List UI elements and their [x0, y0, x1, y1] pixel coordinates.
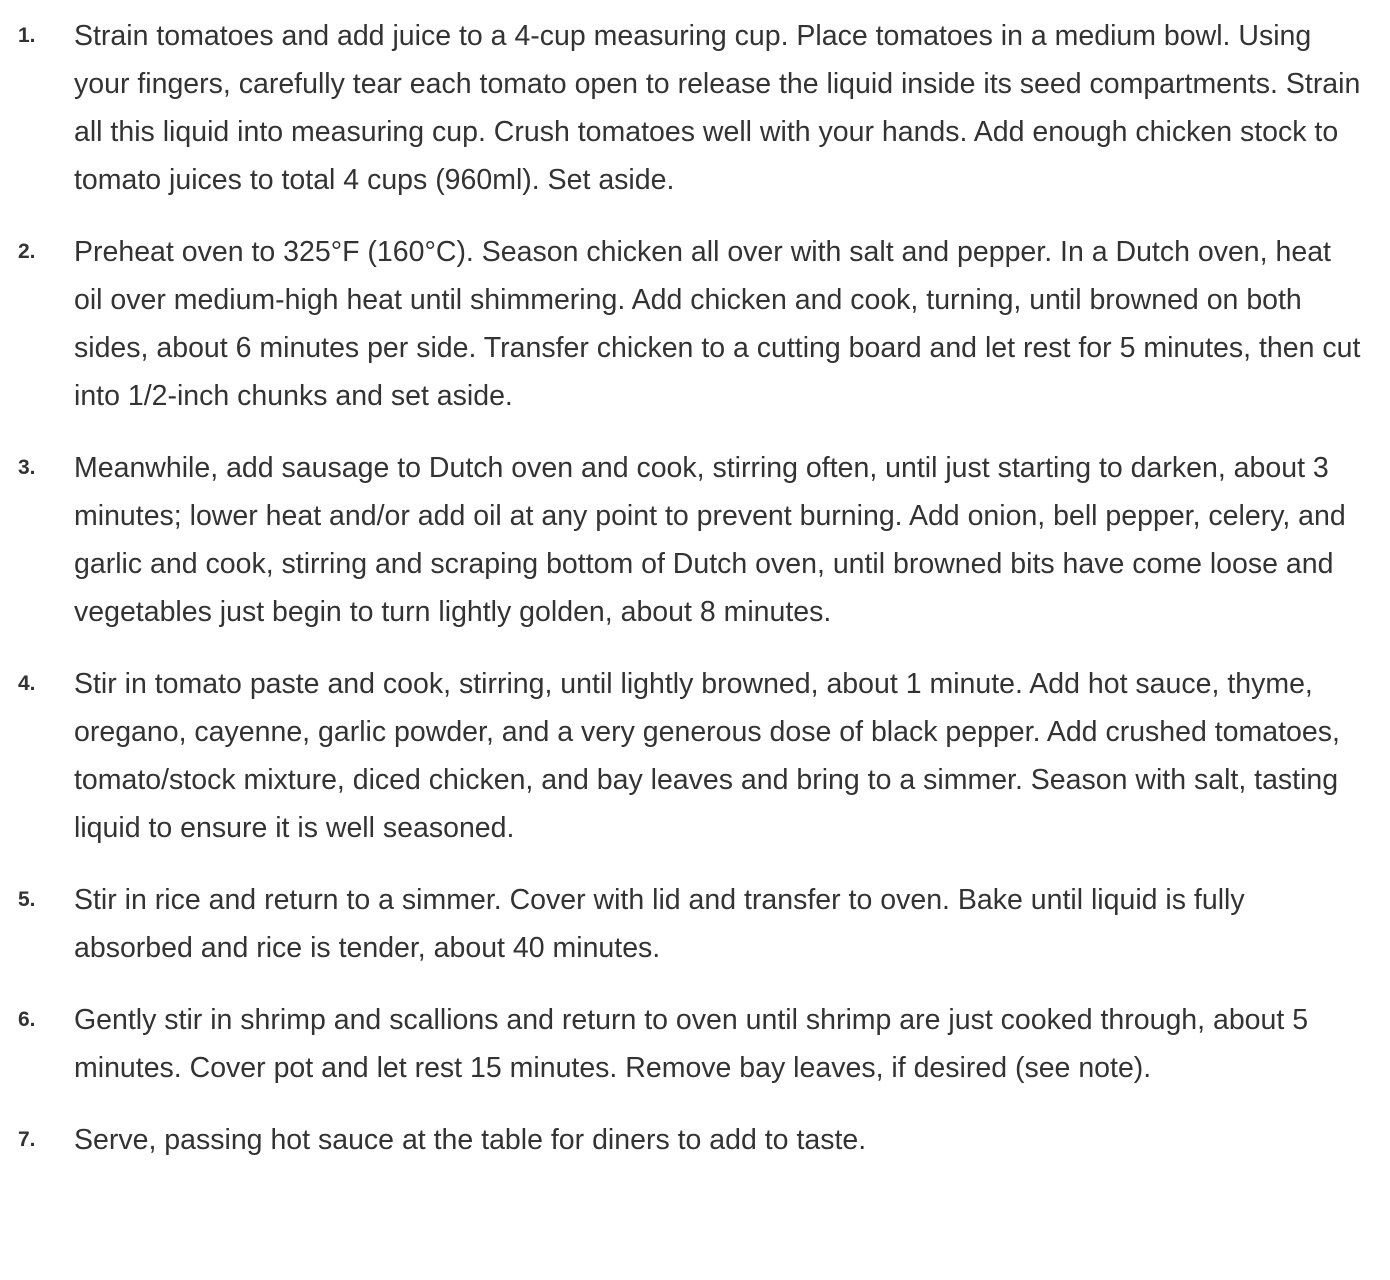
step-item [0, 876, 1390, 972]
step-number: 7. [18, 1128, 36, 1151]
step-text: Stir in rice and return to a simmer. Cover with lid and transfer to oven. Bake until liquid is fully absorbed and rice is tender, about 40 minutes. [74, 884, 1245, 964]
step-item [0, 996, 1390, 1092]
step-text: Preheat oven to 325°F (160°C). Season chicken all over with salt and pepper. In a Dutch oven, heat oil over medium-high heat until shimmering. Add chicken and cook, turning, until browned on both sides, about 6 minutes per side. Transfer chicken to a cutting board and let rest for 5 minutes, then cut into 1/2-inch chunks and set aside. [74, 236, 1361, 412]
step-item [0, 444, 1390, 636]
step-number: 3. [18, 456, 36, 479]
step-item [0, 12, 1390, 204]
step-number: 6. [18, 1008, 36, 1031]
step-number: 4. [18, 672, 36, 695]
step-item [0, 1116, 1390, 1164]
step-text: Stir in tomato paste and cook, stirring, until lightly browned, about 1 minute. Add hot sauce, thyme, oregano, cayenne, garlic powder, and a very generous dose of black pepper. Add crushed tomatoes, tomato/stock mixture, diced chicken, and bay leaves and bring to a simmer. Season with salt, tasting liquid to ensure it is well seasoned. [74, 668, 1340, 844]
step-number: 5. [18, 888, 36, 911]
step-text: Serve, passing hot sauce at the table for diners to add to taste. [74, 1124, 867, 1156]
step-number: 2. [18, 240, 36, 263]
step-item [0, 228, 1390, 420]
step-text: Meanwhile, add sausage to Dutch oven and cook, stirring often, until just starting to darken, about 3 minutes; lower heat and/or add oil at any point to prevent burning. Add onion, bell pepper, celery, and garlic and cook, stirring and scraping bottom of Dutch oven, until browned bits have come loose and vegetables just begin to turn lightly golden, about 8 minutes. [74, 452, 1346, 628]
step-number: 1. [18, 24, 36, 47]
step-text: Strain tomatoes and add juice to a 4-cup measuring cup. Place tomatoes in a medium bowl. Using your fingers, carefully tear each tomato open to release the liquid inside its seed compartments. Strain all this liquid into measuring cup. Crush tomatoes well with your hands. Add enough chicken stock to tomato juices to total 4 cups (960ml). Set aside. [74, 20, 1361, 196]
step-text: Gently stir in shrimp and scallions and return to oven until shrimp are just cooked through, about 5 minutes. Cover pot and let rest 15 minutes. Remove bay leaves, if desired (see note). [74, 1004, 1309, 1084]
step-item [0, 660, 1390, 852]
